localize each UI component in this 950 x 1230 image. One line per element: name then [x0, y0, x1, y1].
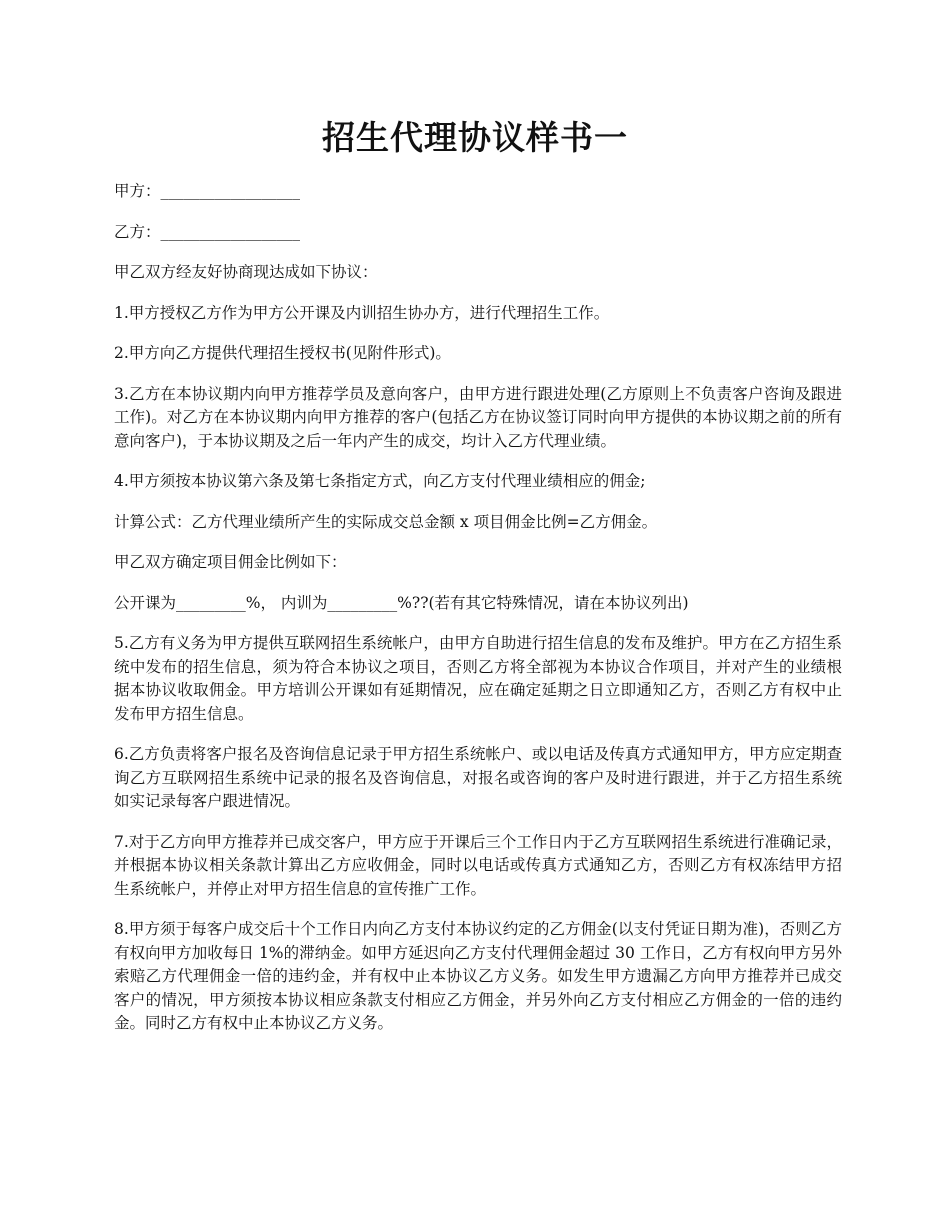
document-body [114, 180, 842, 1053]
clause-7: 7.对于乙方向甲方推荐并已成交客户，甲方应于开课后三个工作日内于乙方互联网招生系统进行准确记录，并根据本协议相关条款计算出乙方应收佣金，同时以电话或传真方式通知乙方，否则乙方有权冻结甲方招生系统帐户，并停止对甲方招生信息的宣传推广工作。 [114, 832, 842, 898]
clause-6: 6.乙方负责将客户报名及咨询信息记录于甲方招生系统帐户、或以电话及传真方式通知甲方，甲方应定期查询乙方互联网招生系统中记录的报名及咨询信息，对报名或咨询的客户及时进行跟进，并于乙方招生系统如实记录每客户跟进情况。 [114, 745, 842, 810]
formula-line: 计算公式：乙方代理业绩所产生的实际成交总金额 x 项目佣金比例=乙方佣金。 [114, 512, 658, 531]
clause-8: 8.甲方须于每客户成交后十个工作日内向乙方支付本协议约定的乙方佣金(以支付凭证日期为准)，否则乙方有权向甲方加收每日 1%的滞纳金。如甲方延迟向乙方支付代理佣金超过 30 工作日，乙方有权向甲方另外索赔乙方代理佣金一倍的违约金，并有权中止本协议乙方义务。如发生甲方遗漏乙方向甲方推荐并已成交客户的情况，甲方须按本协议相应条款支付相应乙方佣金，并另外向乙方支付相应乙方佣金的一倍的违约金。同时乙方有权中止本协议乙方义务。 [114, 920, 842, 1032]
intro-paragraph: 甲乙双方经友好协商现达成如下协议： [114, 263, 378, 281]
ratio-intro: 甲乙双方确定项目佣金比例如下： [114, 553, 347, 571]
party-b-line: 乙方：__________________ [114, 222, 301, 241]
party-a-line: 甲方：__________________ [114, 182, 301, 200]
clause-1: 1.甲方授权乙方作为甲方公开课及内训招生协办方，进行代理招生工作。 [114, 303, 610, 322]
clause-5: 5.乙方有义务为甲方提供互联网招生系统帐户，由甲方自助进行招生信息的发布及维护。甲方在乙方招生系统中发布的招生信息，须为符合本协议之项目，否则乙方将全部视为本协议合作项目，并对产生的业绩根据本协议收取佣金。甲方培训公开课如有延期情况，应在确定延期之日立即通知乙方，否则乙方有权中止发布甲方招生信息。 [114, 634, 842, 723]
clause-3: 3.乙方在本协议期内向甲方推荐学员及意向客户，由甲方进行跟进处理(乙方原则上不负责客户咨询及跟进工作)。对乙方在本协议期内向甲方推荐的客户(包括乙方在协议签订同时向甲方提供的本协议期之前的所有意向客户)，于本协议期及之后一年内产生的成交，均计入乙方代理业绩。 [114, 384, 842, 450]
ratio-line: 公开课为_________%， 内训为_________%??(若有其它特殊情况，请在本协议列出) [114, 593, 689, 612]
document-title: 招生代理协议样书一 [322, 118, 628, 157]
clause-4: 4.甲方须按本协议第六条及第七条指定方式，向乙方支付代理业绩相应的佣金; [114, 472, 646, 490]
clause-2: 2.甲方向乙方提供代理招生授权书(见附件形式)。 [114, 344, 451, 362]
